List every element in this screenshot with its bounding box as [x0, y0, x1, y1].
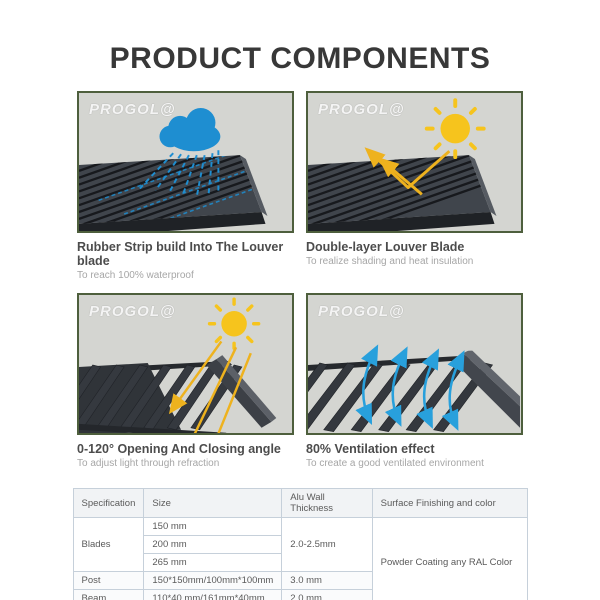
- blades-size-1: 150 mm: [144, 518, 282, 536]
- sun-icon: [210, 299, 259, 348]
- sun-icon: [427, 100, 484, 157]
- brand-watermark: PROGOL@: [89, 101, 176, 118]
- col-header-finish: Surface Finishing and color: [372, 489, 527, 518]
- blades-size-3: 265 mm: [144, 554, 282, 572]
- blades-thickness: 2.0-2.5mm: [282, 518, 372, 572]
- feature-card-ventilation: [306, 293, 523, 469]
- post-size: 150*150mm/100mm*100mm: [144, 572, 282, 590]
- feature-subtitle: To create a good ventilated environment: [306, 458, 484, 469]
- col-header-thickness: Alu Wall Thickness: [282, 489, 372, 518]
- feature-subtitle: To adjust light through refraction: [77, 458, 220, 469]
- feature-card-waterproof: [77, 91, 294, 281]
- table-header-row: [73, 489, 527, 518]
- spec-blades-label: Blades: [73, 518, 144, 572]
- double-layer-illustration: [306, 91, 523, 233]
- table-row: [73, 518, 527, 536]
- post-thickness: 3.0 mm: [282, 572, 372, 590]
- feature-subtitle: To reach 100% waterproof: [77, 270, 194, 281]
- feature-card-double-layer: [306, 91, 523, 281]
- opening-angle-illustration: [77, 293, 294, 435]
- waterproof-illustration: [77, 91, 294, 233]
- feature-card-opening-angle: [77, 293, 294, 469]
- feature-grid: [77, 91, 523, 469]
- page-title: PRODUCT COMPONENTS: [109, 42, 491, 75]
- specification-table: [73, 488, 528, 600]
- ventilation-illustration: [306, 293, 523, 435]
- col-header-size: Size: [144, 489, 282, 518]
- blades-size-2: 200 mm: [144, 536, 282, 554]
- brand-watermark: PROGOL@: [89, 303, 176, 320]
- feature-title: 80% Ventilation effect: [306, 442, 435, 456]
- surface-finish-value: Powder Coating any RAL Color: [372, 518, 527, 600]
- brand-watermark: PROGOL@: [318, 101, 405, 118]
- feature-title: 0-120° Opening And Closing angle: [77, 442, 281, 456]
- feature-subtitle: To realize shading and heat insulation: [306, 256, 474, 267]
- spec-post-label: Post: [73, 572, 144, 590]
- beam-thickness: 2.0 mm: [282, 590, 372, 600]
- feature-title: Double-layer Louver Blade: [306, 240, 465, 254]
- col-header-specification: Specification: [73, 489, 144, 518]
- brand-watermark: PROGOL@: [318, 303, 405, 320]
- beam-size: 110*40 mm/161mm*40mm: [144, 590, 282, 600]
- feature-title: Rubber Strip build Into The Louver blade: [77, 240, 284, 268]
- spec-beam-label: Beam: [73, 590, 144, 600]
